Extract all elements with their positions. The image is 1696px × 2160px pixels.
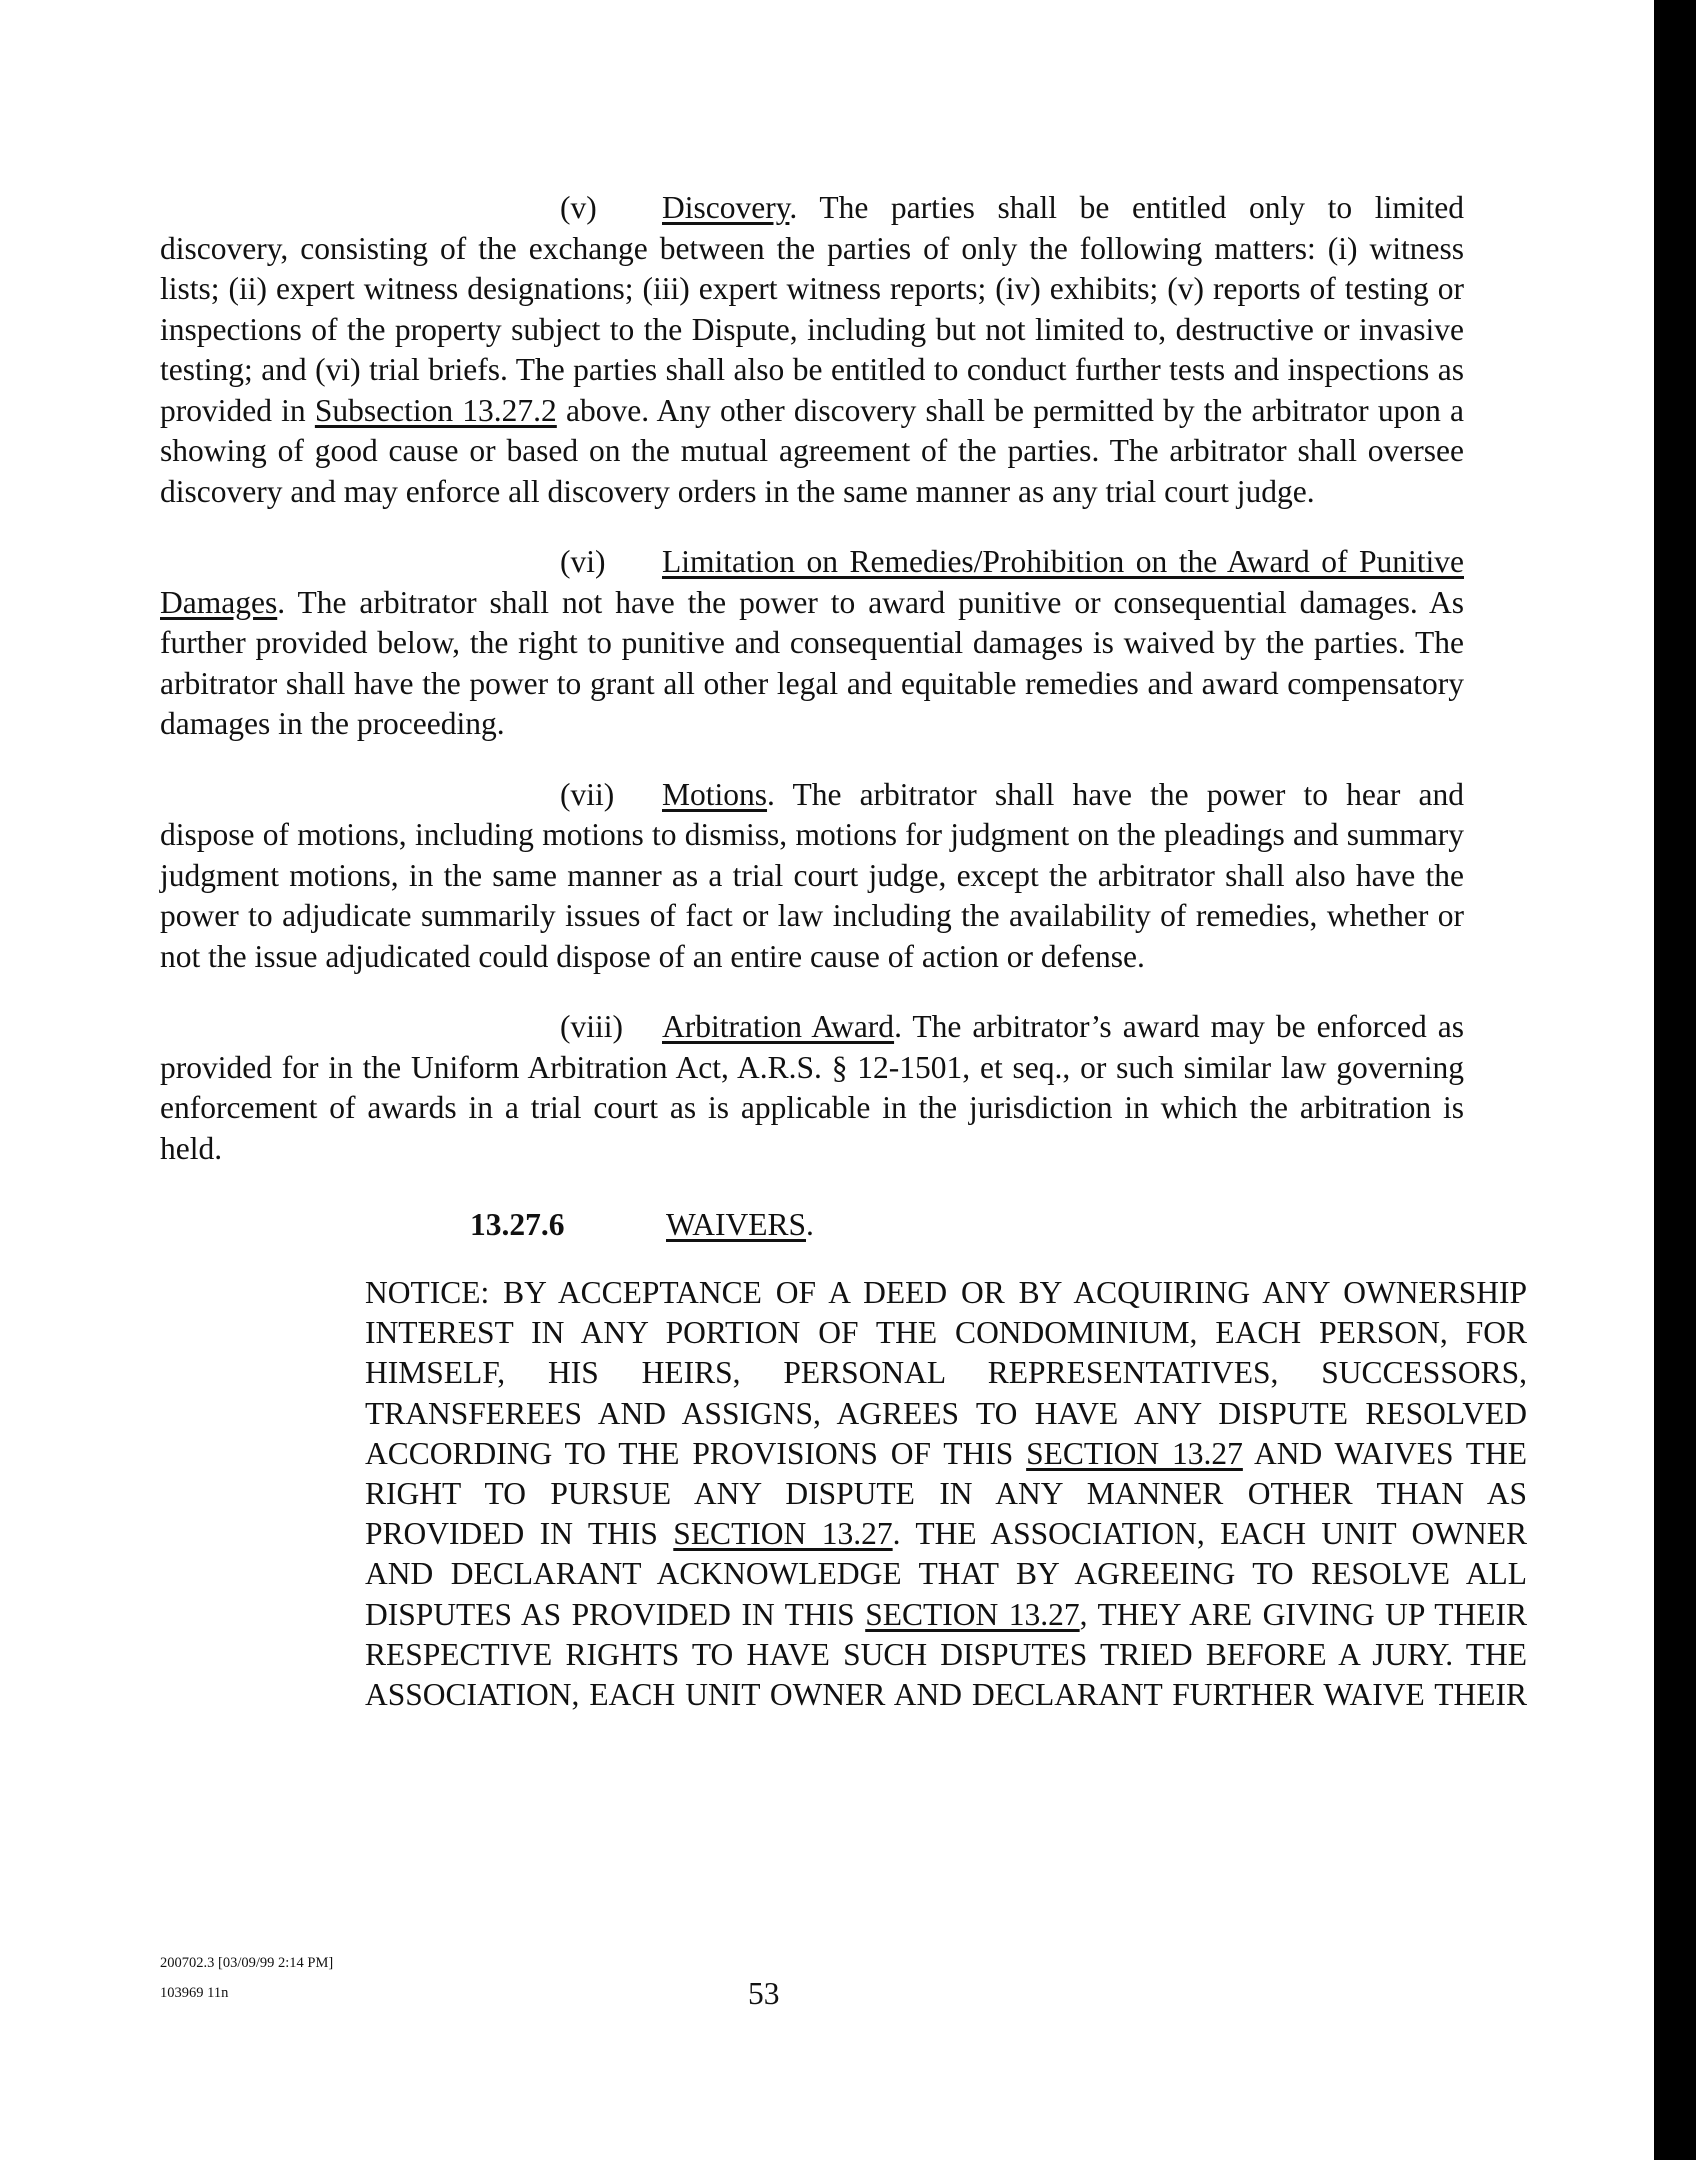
item-heading: Arbitration Award	[662, 1009, 895, 1044]
item-number: (viii)	[560, 1009, 623, 1044]
item-text: . The arbitrator shall have the power to hear and dispose of motions, including motions to dismiss, motions for judgment on the pleadings and summary judgment motions, in the same manner as a trial court judge, except the arbitrator shall also have the power to adjudicate summarily issues of fact or law including the availability of remedies, whether or not the issue adjudicated could dispose of an entire cause of action or defense.	[160, 776, 1464, 974]
paragraph-limitation-on-remedies	[160, 542, 1464, 745]
item-text: . The parties shall be entitled only to limited discovery, consisting of the exchange between the parties of only the following matters: (i) witness lists; (ii) expert witness designations; (iii) expert witness reports; (iv) exhibits; (v) reports of testing or inspections of the property subject to the Dispute, including but not limited to, destructive or invasive testing; and (vi) trial briefs. The parties shall also be entitled to conduct further tests and inspections as provided in	[160, 190, 1464, 428]
item-text: . The arbitrator shall not have the power to award punitive or consequential damages. As further provided below, the right to punitive and consequential damages is waived by the parties. The arbitrator shall have the power to grant all other legal and equitable remedies and award compensatory damages in the proceeding.	[160, 584, 1464, 741]
item-number: (v)	[560, 190, 597, 225]
page-number: 53	[748, 1976, 780, 2011]
section-title: WAIVERS	[666, 1207, 806, 1242]
item-number: (vii)	[560, 776, 615, 812]
notice-text: . THE ASSOCIATION, EACH UNIT OWNER AND DECLARANT ACKNOWLEDGE THAT BY AGREEING TO RESOLVE ALL DISPUTES AS PROVIDED IN THIS	[365, 1516, 1528, 1632]
item-text: . The arbitrator’s award may be enforced as provided for in the Uniform Arbitration Act, A.R.S. § 12-1501, et seq., or such similar law governing enforcement of awards in a trial court as is applicable in the jurisdiction in which the arbitration is held.	[160, 1009, 1464, 1166]
section-reference: SECTION 13.27	[1026, 1435, 1243, 1471]
document-page	[160, 188, 1528, 1715]
item-heading: Discovery	[662, 190, 790, 225]
item-heading: Limitation on Remedies/Prohibition on the Award of Punitive Damages	[160, 544, 1464, 620]
paragraph-discovery	[160, 188, 1464, 512]
footer-document-id	[160, 1948, 333, 2008]
subsection-reference: Subsection 13.27.2	[314, 392, 557, 428]
section-number: 13.27.6	[470, 1207, 565, 1242]
item-heading: Motions	[662, 776, 768, 812]
notice-text: , THEY ARE GIVING UP THEIR RESPECTIVE RIGHTS TO HAVE SUCH DISPUTES TRIED BEFORE A JURY. THE ASSOCIATION, EACH UNIT OWNER AND DECLARANT FURTHER WAIVE THEIR	[365, 1596, 1527, 1713]
document-version-stamp: 200702.3 [03/09/99 2:14 PM]	[160, 1955, 334, 1971]
item-text: above. Any other discovery shall be permitted by the arbitrator upon a showing of good cause or based on the mutual agreement of the parties. The arbitrator shall oversee discovery and may enforce all discovery orders in the same manner as any trial court judge.	[160, 392, 1464, 509]
section-reference: SECTION 13.27	[673, 1516, 893, 1552]
section-heading	[160, 1205, 1464, 1245]
paragraph-arbitration-award	[160, 1007, 1464, 1169]
scan-edge-bar	[1654, 0, 1696, 2160]
item-number: (vi)	[560, 544, 606, 579]
waiver-notice	[365, 1273, 1527, 1715]
paragraph-motions	[160, 775, 1464, 978]
notice-text: NOTICE: BY ACCEPTANCE OF A DEED OR BY ACQUIRING ANY OWNERSHIP INTEREST IN ANY PORTION OF THE CONDOMINIUM, EACH PERSON, FOR HIMSELF, HIS HEIRS, PERSONAL REPRESENTATIVES, SUCCESSORS, TRANSFEREES AND ASSIGNS, AGREES TO HAVE ANY DISPUTE RESOLVED ACCORDING TO THE PROVISIONS OF THIS	[365, 1275, 1527, 1471]
file-number: 103969 11n	[160, 1985, 229, 2001]
section-title-period: .	[806, 1207, 814, 1242]
notice-text: AND WAIVES THE RIGHT TO PURSUE ANY DISPUTE IN ANY MANNER OTHER THAN AS PROVIDED IN THIS	[365, 1435, 1528, 1552]
section-reference: SECTION 13.27	[865, 1596, 1080, 1632]
